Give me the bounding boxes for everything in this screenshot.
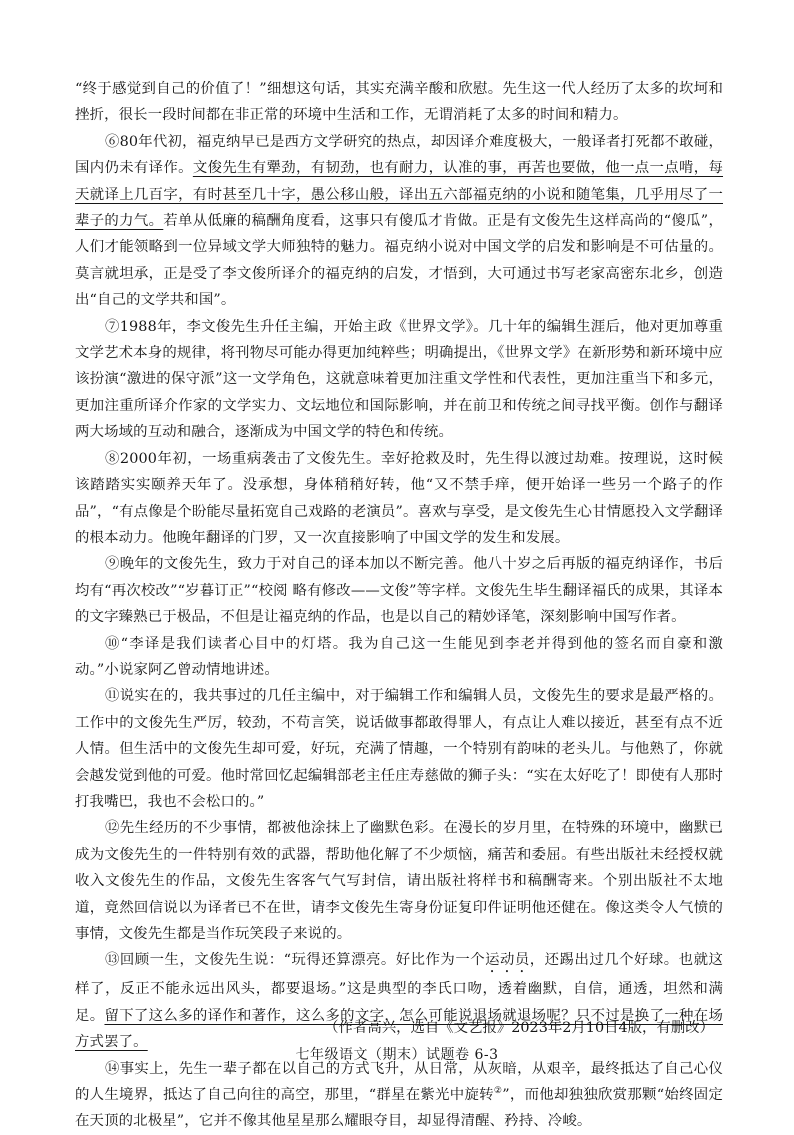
paragraph-5-end: “终于感觉到自己的价值了！”细想这句话，其实充满辛酸和欣慰。先生这一代人经历了太多的坎坷和挫折，很长一段时间都在非正常的环境中生活和工作，无谓消耗了太多的时间和精力。 (75, 81, 723, 124)
underlined-sentence-6: 文俊先生有犟劲，有韧劲，也有耐力，认准的事，再苦也要做，他一点一点啃，每天就译上几百字，有时甚至几十字，愚公移山般，译出五六部福克纳的小说和随笔集，几乎用尽了一辈子的力气。 (75, 160, 724, 230)
paragraph-13 (75, 947, 723, 1055)
paragraph-12: ⑫先生经历的不少事情，都被他涂抹上了幽默色彩。在漫长的岁月里，在特殊的环境中，幽默已成为文俊先生的一件特别有效的武器，帮助他化解了不少烦恼，痛苦和委屈。有些出版社未经授权就收入文俊先生的作品，文俊先生客客气气写封信，请出版社将样书和稿酬寄来。个别出版社不太地道，竟然回信说以为译者已不在世，请李文俊先生寄身份证复印件证明他还健在。像这类令人气愤的事情，文俊先生都是当作玩笑段子来说的。 (75, 820, 723, 942)
paragraph-14-text-b: ”，而他却独独欣赏那颗“始终固定在天顶的北极星”，它并不像其他星星那么耀眼夺目，却显得清醒、矜持、冷峻。 (75, 1087, 723, 1130)
paragraph-7: ⑦1988年，李文俊先生升任主编，开始主政《世界文学》。几十年的编辑生涯后，他对更加尊重文学艺术本身的规律，将刊物尽可能办得更加纯粹些；明确提出，《世界文学》在新形势和新环境中应该扮演“激进的保守派”这一文学角色，这就意味着更加注重文学性和代表性，更加注重当下和多元，更加注重所译介作家的文学实力、文坛地位和国际影响，并在前卫和传统之间寻找平衡。创作与翻译两大场域的互动和融合，逐渐成为中国文学的特色和传统。 (75, 318, 723, 441)
footnote-marker: ② (493, 1086, 503, 1097)
source-citation: （作者高兴，选自《文艺报》2023年2月10日4版，有删改） (324, 1020, 714, 1036)
paragraph-8: ⑧2000年初，一场重病袭击了文俊先生。幸好抢救及时，先生得以渡过劫难。按理说，这时候该踏踏实实颐养天年了。没承想，身体稍稍好转，他“又不禁手痒，便开始译一些另一个路子的作品”，“有点像是个盼能尽量拓宽自己戏路的老演员”。喜欢与享受，是文俊先生心甘情愿投入文学翻译的根本动力。他晚年翻译的门罗，又一次直接影响了中国文学的发生和发展。 (75, 450, 723, 546)
paragraph-6-text-a: ⑥80年代初，福克纳早已是西方文学研究的热点，却因译介难度极大，一般译者打死都不敢碰，国内仍未有译作。 (75, 133, 723, 177)
paragraph-13-text-a: ⑬回顾一生，文俊先生说：“玩得还算漂亮。好比作为一个 (105, 952, 486, 969)
paragraph-11: ⑪说实在的，我共事过的几任主编中，对于编辑工作和编辑人员，文俊先生的要求是最严格的。工作中的文俊先生严厉，较劲，不苟言笑，说话做事都敢得罪人，有点让人难以接近，甚至有点不近人情。但生活中的文俊先生却可爱，好玩，充满了情趣，一个特别有韵味的老头儿。与他熟了，你就会越发觉到他的可爱。他时常回忆起编辑部老主任庄寿慈做的狮子头：“实在太好吃了！即使有人那时打我嘴巴，我也不会松口的。” (75, 688, 723, 810)
paragraph-6-text-b: 若单从低廉的稿酬角度看，这事只有傻瓜才肯做。正是有文俊先生这样高尚的“傻瓜”，人们才能领略到一位异域文学大师独特的魅力。福克纳小说对中国文学的启发和影响是不可估量的。莫言就坦承，正是受了李文俊所译介的福克纳的启发，才悟到，大可通过书写老家高密东北乡，创造出“自己的文学共和国”。 (75, 213, 723, 309)
page-footer: 七年级语文（期末）试题卷 6-3 (295, 1047, 499, 1063)
paragraph-13-text-b: ，还踢出过几个好球。也就这样了，反正不能永远出风头，都要退场。”这是典型的李氏口吻，透着幽默，自信，通透，坦然和满足。 (75, 952, 723, 1024)
article-body (75, 76, 723, 1135)
dotted-word: 运动员 (485, 952, 530, 969)
paragraph-9: ⑨晚年的文俊先生，致力于对自己的译本加以不断完善。他八十岁之后再版的福克纳译作，书后均有“再次校改”“岁暮订正”“校阅 略有修改——文俊”等字样。文俊先生毕生翻译福氏的成果，其译本的文字臻熟已于极品，不但是让福克纳的作品，也是以自己的精妙译笔，深刻影响中国写作者。 (75, 556, 723, 626)
underlined-sentence-13: 留下了这么多的译作和著作，这么多的文字，怎么可能说退场就退场呢？只不过是换了一种在场方式罢了。 (75, 1007, 723, 1051)
paragraph-6 (75, 129, 723, 314)
paragraph-10: ⑩“李译是我们读者心目中的灯塔。我为自己这一生能见到李老并得到他的签名而自豪和激动。”小说家阿乙曾动情地讲述。 (75, 635, 723, 678)
paragraph-14-text-a: ⑭事实上，先生一辈子都在以自己的方式飞升，从日常，从灰暗，从艰辛，最终抵达了自己心仪的人生境界，抵达了自己向往的高空，那里，“群星在紫光中旋转 (75, 1060, 723, 1104)
